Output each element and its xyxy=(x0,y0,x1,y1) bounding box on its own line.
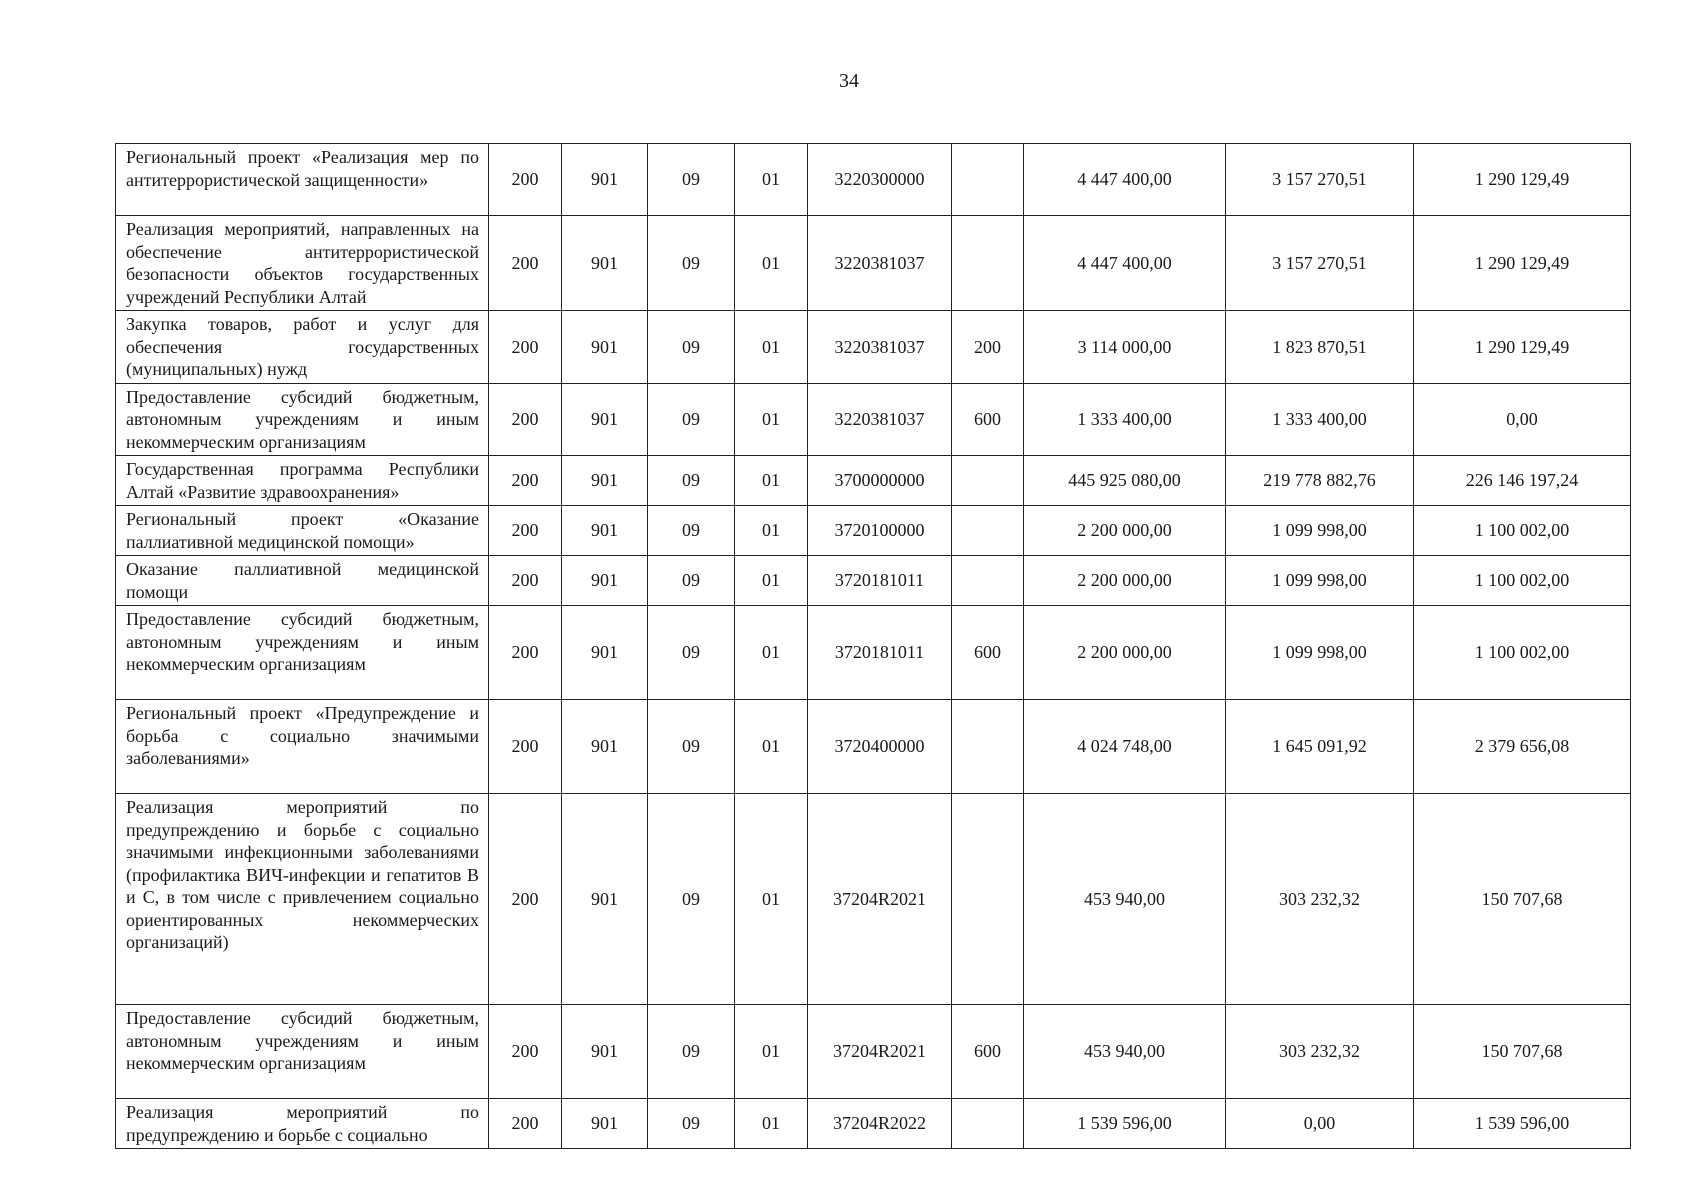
cell-expense-type xyxy=(952,556,1024,606)
cell-col3: 09 xyxy=(648,216,735,311)
cell-col2: 901 xyxy=(562,700,648,794)
cell-sum-2: 1 645 091,92 xyxy=(1226,700,1414,794)
cell-col3: 09 xyxy=(648,506,735,556)
cell-col1: 200 xyxy=(489,1099,562,1149)
cell-col3: 09 xyxy=(648,1005,735,1099)
cell-sum-3: 0,00 xyxy=(1414,383,1631,456)
cell-target-code: 3220300000 xyxy=(808,144,952,216)
cell-sum-1: 2 200 000,00 xyxy=(1024,606,1226,700)
cell-col1: 200 xyxy=(489,794,562,1005)
cell-expense-type: 600 xyxy=(952,606,1024,700)
table-row xyxy=(116,311,1631,384)
cell-col1: 200 xyxy=(489,1005,562,1099)
cell-col1: 200 xyxy=(489,506,562,556)
cell-target-code: 3220381037 xyxy=(808,311,952,384)
row-description: Государственная программа Республики Алтай «Развитие здравоохранения» xyxy=(116,456,489,506)
cell-expense-type xyxy=(952,216,1024,311)
cell-sum-3: 1 100 002,00 xyxy=(1414,556,1631,606)
row-description: Реализация мероприятий по предупреждению и борьбе с социально xyxy=(116,1099,489,1149)
cell-target-code: 3720181011 xyxy=(808,556,952,606)
table-row xyxy=(116,383,1631,456)
table-row xyxy=(116,1005,1631,1099)
cell-sum-1: 2 200 000,00 xyxy=(1024,506,1226,556)
cell-expense-type xyxy=(952,1099,1024,1149)
cell-sum-1: 453 940,00 xyxy=(1024,1005,1226,1099)
cell-col3: 09 xyxy=(648,144,735,216)
cell-col3: 09 xyxy=(648,606,735,700)
cell-col4: 01 xyxy=(735,506,808,556)
cell-col1: 200 xyxy=(489,383,562,456)
cell-col3: 09 xyxy=(648,556,735,606)
cell-expense-type: 600 xyxy=(952,1005,1024,1099)
cell-sum-2: 1 823 870,51 xyxy=(1226,311,1414,384)
row-description: Предоставление субсидий бюджетным, автономным учреждениям и иным некоммерческим организациям xyxy=(116,606,489,700)
cell-col3: 09 xyxy=(648,456,735,506)
table-row xyxy=(116,144,1631,216)
budget-table xyxy=(115,143,1631,1149)
cell-col3: 09 xyxy=(648,311,735,384)
cell-col2: 901 xyxy=(562,794,648,1005)
cell-sum-1: 4 447 400,00 xyxy=(1024,144,1226,216)
cell-expense-type: 200 xyxy=(952,311,1024,384)
cell-col1: 200 xyxy=(489,556,562,606)
cell-sum-3: 1 100 002,00 xyxy=(1414,506,1631,556)
cell-sum-2: 1 099 998,00 xyxy=(1226,556,1414,606)
cell-sum-1: 2 200 000,00 xyxy=(1024,556,1226,606)
table-row xyxy=(116,556,1631,606)
cell-col2: 901 xyxy=(562,1005,648,1099)
cell-col4: 01 xyxy=(735,1005,808,1099)
row-description: Оказание паллиативной медицинской помощи xyxy=(116,556,489,606)
table-row xyxy=(116,606,1631,700)
cell-sum-3: 226 146 197,24 xyxy=(1414,456,1631,506)
cell-col2: 901 xyxy=(562,216,648,311)
table-row xyxy=(116,1099,1631,1149)
cell-col4: 01 xyxy=(735,700,808,794)
cell-sum-2: 3 157 270,51 xyxy=(1226,144,1414,216)
cell-col1: 200 xyxy=(489,216,562,311)
row-description: Региональный проект «Реализация мер по антитеррористической защищенности» xyxy=(116,144,489,216)
cell-sum-3: 1 290 129,49 xyxy=(1414,144,1631,216)
cell-sum-3: 1 100 002,00 xyxy=(1414,606,1631,700)
cell-col4: 01 xyxy=(735,144,808,216)
cell-col1: 200 xyxy=(489,456,562,506)
cell-target-code: 3720400000 xyxy=(808,700,952,794)
cell-col2: 901 xyxy=(562,144,648,216)
cell-col2: 901 xyxy=(562,556,648,606)
cell-col3: 09 xyxy=(648,700,735,794)
cell-sum-1: 4 447 400,00 xyxy=(1024,216,1226,311)
cell-sum-1: 445 925 080,00 xyxy=(1024,456,1226,506)
cell-col1: 200 xyxy=(489,700,562,794)
cell-target-code: 3220381037 xyxy=(808,216,952,311)
cell-sum-1: 1 333 400,00 xyxy=(1024,383,1226,456)
cell-target-code: 37204R2021 xyxy=(808,1005,952,1099)
cell-sum-1: 3 114 000,00 xyxy=(1024,311,1226,384)
cell-col3: 09 xyxy=(648,1099,735,1149)
table-row xyxy=(116,794,1631,1005)
cell-col2: 901 xyxy=(562,456,648,506)
cell-target-code: 3720181011 xyxy=(808,606,952,700)
page-number: 34 xyxy=(839,70,859,92)
cell-sum-2: 3 157 270,51 xyxy=(1226,216,1414,311)
row-description: Предоставление субсидий бюджетным, автономным учреждениям и иным некоммерческим организациям xyxy=(116,1005,489,1099)
row-description: Региональный проект «Предупреждение и борьба с социально значимыми заболеваниями» xyxy=(116,700,489,794)
row-description: Реализация мероприятий, направленных на обеспечение антитеррористической безопасности объектов государственных учреждений Республики Алтай xyxy=(116,216,489,311)
cell-col4: 01 xyxy=(735,216,808,311)
cell-sum-3: 150 707,68 xyxy=(1414,794,1631,1005)
cell-col4: 01 xyxy=(735,383,808,456)
cell-col3: 09 xyxy=(648,794,735,1005)
cell-target-code: 37204R2021 xyxy=(808,794,952,1005)
table-row xyxy=(116,506,1631,556)
cell-col2: 901 xyxy=(562,1099,648,1149)
cell-target-code: 3720100000 xyxy=(808,506,952,556)
cell-col1: 200 xyxy=(489,606,562,700)
cell-col4: 01 xyxy=(735,311,808,384)
cell-col4: 01 xyxy=(735,606,808,700)
cell-sum-1: 4 024 748,00 xyxy=(1024,700,1226,794)
cell-sum-1: 453 940,00 xyxy=(1024,794,1226,1005)
cell-col1: 200 xyxy=(489,311,562,384)
cell-col1: 200 xyxy=(489,144,562,216)
cell-expense-type xyxy=(952,700,1024,794)
cell-expense-type xyxy=(952,506,1024,556)
cell-sum-1: 1 539 596,00 xyxy=(1024,1099,1226,1149)
cell-sum-2: 1 099 998,00 xyxy=(1226,606,1414,700)
cell-col4: 01 xyxy=(735,794,808,1005)
row-description: Закупка товаров, работ и услуг для обеспечения государственных (муниципальных) нужд xyxy=(116,311,489,384)
cell-sum-2: 303 232,32 xyxy=(1226,1005,1414,1099)
cell-col2: 901 xyxy=(562,383,648,456)
cell-sum-2: 1 099 998,00 xyxy=(1226,506,1414,556)
cell-col2: 901 xyxy=(562,311,648,384)
table-row xyxy=(116,216,1631,311)
cell-col4: 01 xyxy=(735,556,808,606)
row-description: Предоставление субсидий бюджетным, автономным учреждениям и иным некоммерческим организациям xyxy=(116,383,489,456)
cell-sum-3: 2 379 656,08 xyxy=(1414,700,1631,794)
cell-sum-2: 219 778 882,76 xyxy=(1226,456,1414,506)
row-description: Региональный проект «Оказание паллиативной медицинской помощи» xyxy=(116,506,489,556)
cell-sum-2: 0,00 xyxy=(1226,1099,1414,1149)
row-description: Реализация мероприятий по предупреждению и борьбе с социально значимыми инфекционными заболеваниями (профилактика ВИЧ-инфекции и гепатитов В и С, в том числе с привлечением социально ориентированных некоммерческих организаций) xyxy=(116,794,489,1005)
cell-expense-type: 600 xyxy=(952,383,1024,456)
cell-expense-type xyxy=(952,144,1024,216)
cell-expense-type xyxy=(952,794,1024,1005)
table-row xyxy=(116,456,1631,506)
cell-sum-3: 1 290 129,49 xyxy=(1414,311,1631,384)
cell-sum-3: 150 707,68 xyxy=(1414,1005,1631,1099)
cell-col2: 901 xyxy=(562,506,648,556)
cell-sum-3: 1 539 596,00 xyxy=(1414,1099,1631,1149)
cell-target-code: 37204R2022 xyxy=(808,1099,952,1149)
cell-sum-3: 1 290 129,49 xyxy=(1414,216,1631,311)
cell-sum-2: 303 232,32 xyxy=(1226,794,1414,1005)
cell-expense-type xyxy=(952,456,1024,506)
cell-col3: 09 xyxy=(648,383,735,456)
cell-target-code: 3220381037 xyxy=(808,383,952,456)
cell-target-code: 3700000000 xyxy=(808,456,952,506)
cell-col4: 01 xyxy=(735,456,808,506)
table-row xyxy=(116,700,1631,794)
cell-sum-2: 1 333 400,00 xyxy=(1226,383,1414,456)
cell-col4: 01 xyxy=(735,1099,808,1149)
cell-col2: 901 xyxy=(562,606,648,700)
